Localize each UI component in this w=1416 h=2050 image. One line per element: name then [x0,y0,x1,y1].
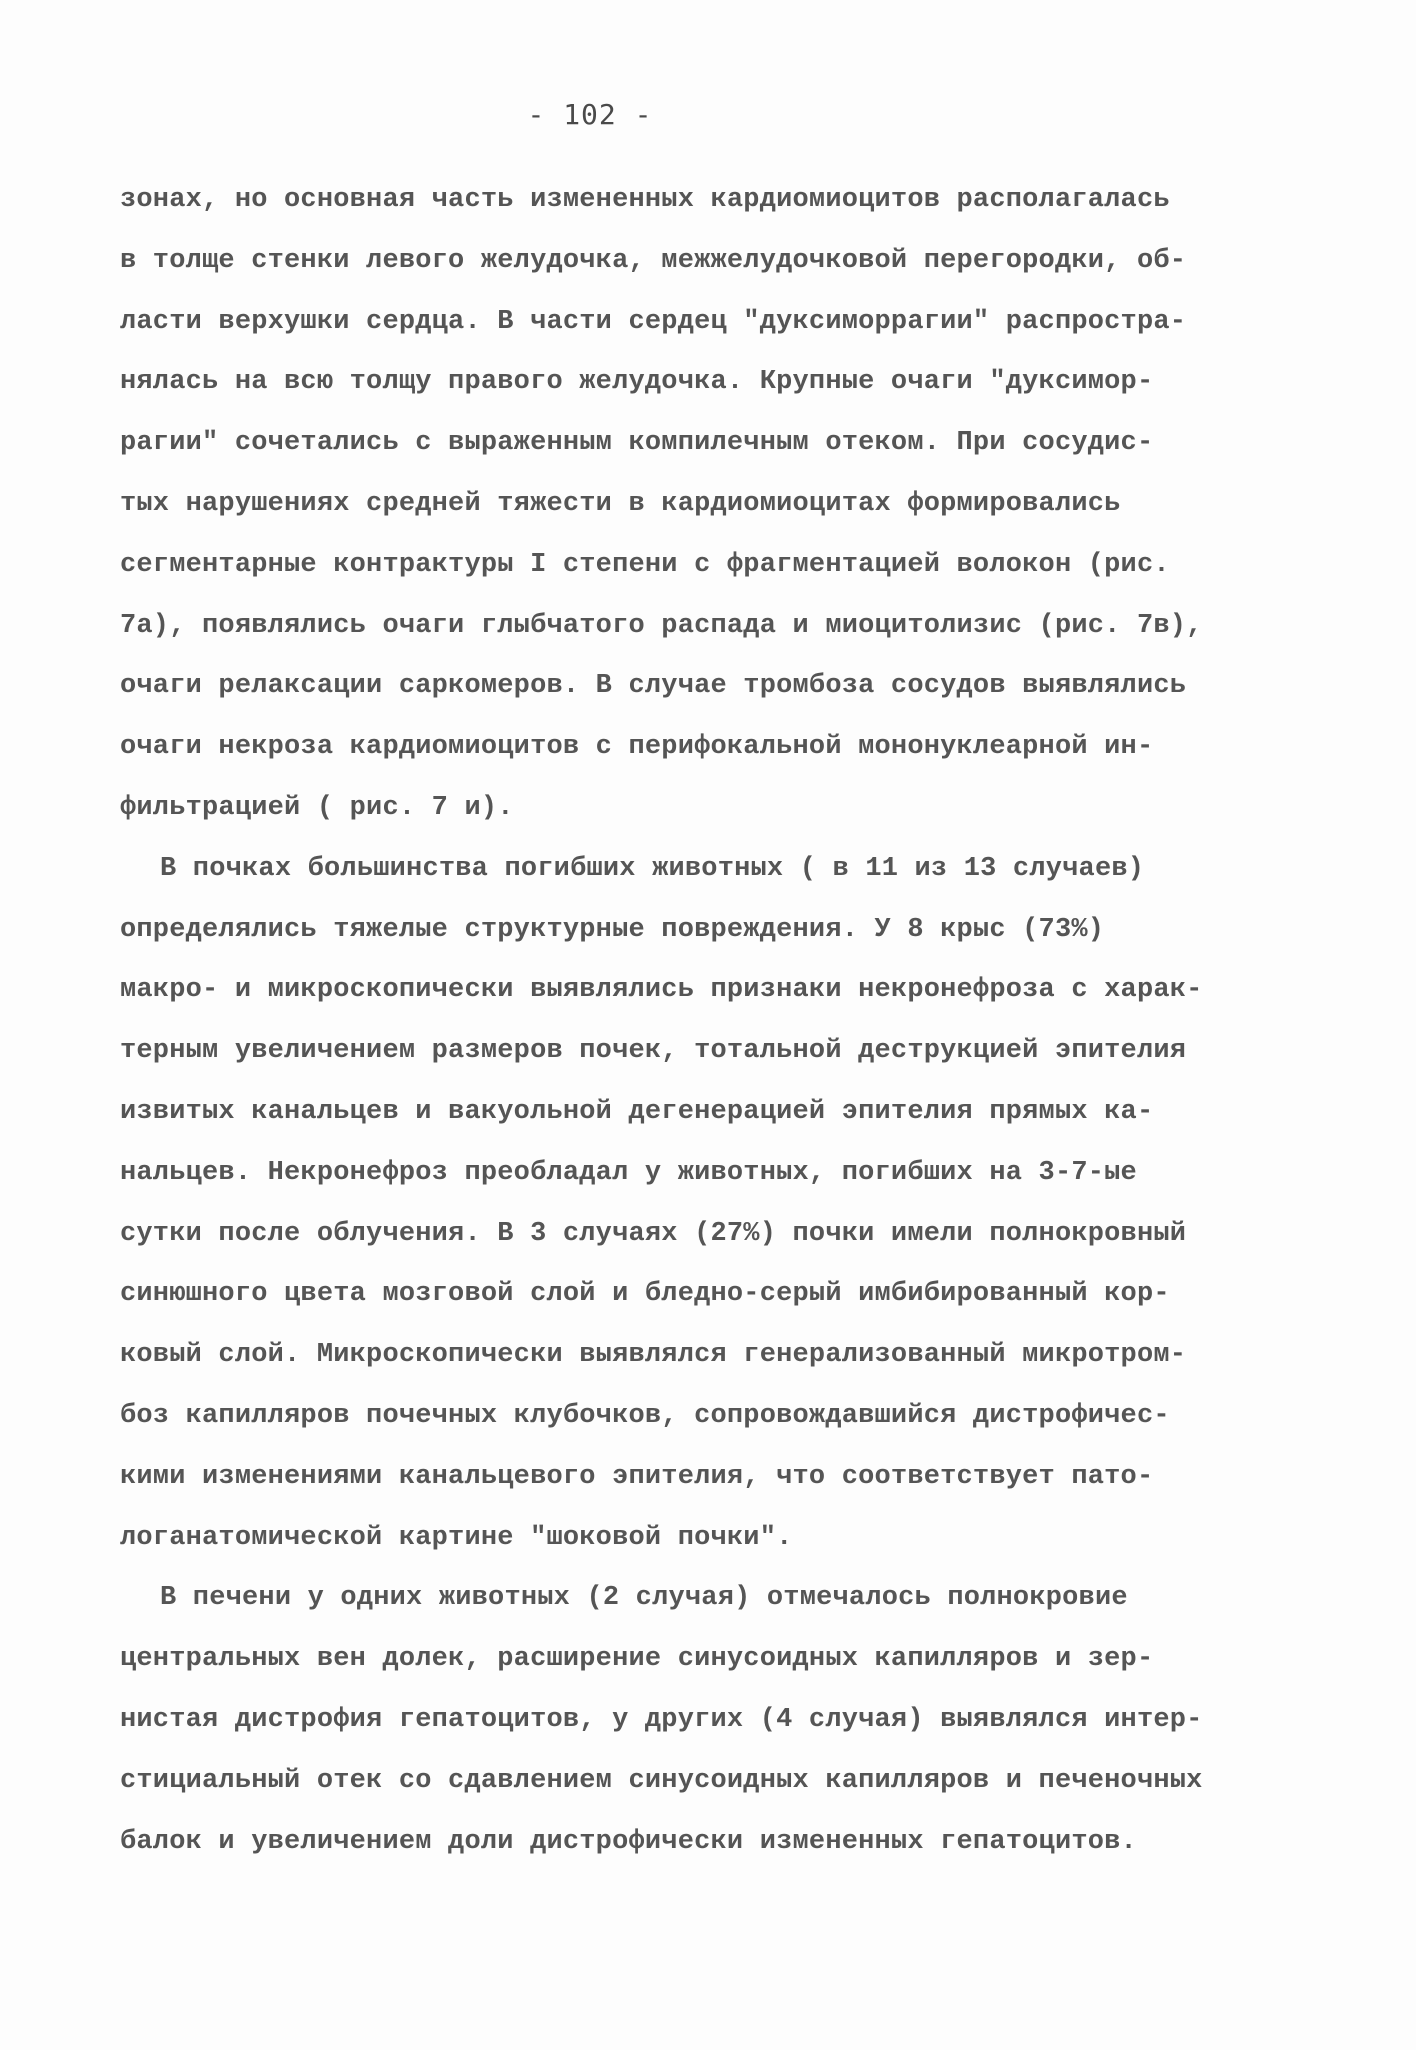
text-line: стициальный отек со сдавлением синусоидных капилляров и печеночных [120,1765,1203,1796]
text-line: ковый слой. Микроскопически выявлялся генерализованный микротром- [120,1340,1187,1371]
text-line: рагии" сочетались с выраженным компилечным отеком. При сосудис- [120,428,1154,459]
text-line: извитых канальцев и вакуольной дегенерацией эпителия прямых ка- [120,1096,1154,1127]
text-line: фильтрацией ( рис. 7 и). [120,792,514,823]
text-line: ласти верхушки сердца. В части сердец "дуксиморрагии" распростра- [120,306,1187,337]
text-line: макро- и микроскопически выявлялись признаки некронефроза с харак- [120,975,1203,1006]
text-line: В печени у одних животных (2 случая) отмечалось полнокровие [160,1583,1128,1614]
text-line: очаги релаксации саркомеров. В случае тромбоза сосудов выявлялись [120,671,1187,702]
text-line: сегментарные контрактуры I степени с фрагментацией волокон (рис. [120,549,1170,580]
text-line: сутки после облучения. В 3 случаях (27%) почки имели полнокровный [120,1218,1187,1249]
text-line: балок и увеличением доли дистрофически измененных гепатоцитов. [120,1826,1137,1857]
text-line: синюшного цвета мозговой слой и бледно-серый имбибированный кор- [120,1279,1170,1310]
text-line: определялись тяжелые структурные повреждения. У 8 крыс (73%) [120,914,1105,945]
text-line: логанатомической картине "шоковой почки". [120,1522,793,1553]
body-text [120,170,1305,1872]
text-line: терным увеличением размеров почек, тотальной деструкцией эпителия [120,1036,1187,1067]
page-number: - 102 - [527,98,653,131]
paragraph-heart [120,170,1305,839]
text-line: боз капилляров почечных клубочков, сопровождавшийся дистрофичес- [120,1400,1170,1431]
paragraph-liver [120,1568,1305,1872]
text-line: кими изменениями канальцевого эпителия, что соответствует пато- [120,1461,1154,1492]
text-line: нялась на всю толщу правого желудочка. Крупные очаги "дуксимор- [120,367,1154,398]
text-line: нальцев. Некронефроз преобладал у животных, погибших на 3-7-ые [120,1157,1137,1188]
text-line: в толще стенки левого желудочка, межжелудочковой перегородки, об- [120,245,1187,276]
text-line: очаги некроза кардиомиоцитов с перифокальной мононуклеарной ин- [120,732,1154,763]
paragraph-kidneys [120,839,1305,1569]
text-line: тых нарушениях средней тяжести в кардиомиоцитах формировались [120,488,1121,519]
text-line: нистая дистрофия гепатоцитов, у других (4 случая) выявлялся интер- [120,1704,1203,1735]
text-line: зонах, но основная часть измененных кардиомиоцитов располагалась [120,185,1170,215]
text-line: 7а), появлялись очаги глыбчатого распада и миоцитолизис (рис. 7в), [120,610,1203,641]
text-line: центральных вен долек, расширение синусоидных капилляров и зер- [120,1644,1154,1675]
text-line: В почках большинства погибших животных ( в 11 из 13 случаев) [160,853,1145,884]
